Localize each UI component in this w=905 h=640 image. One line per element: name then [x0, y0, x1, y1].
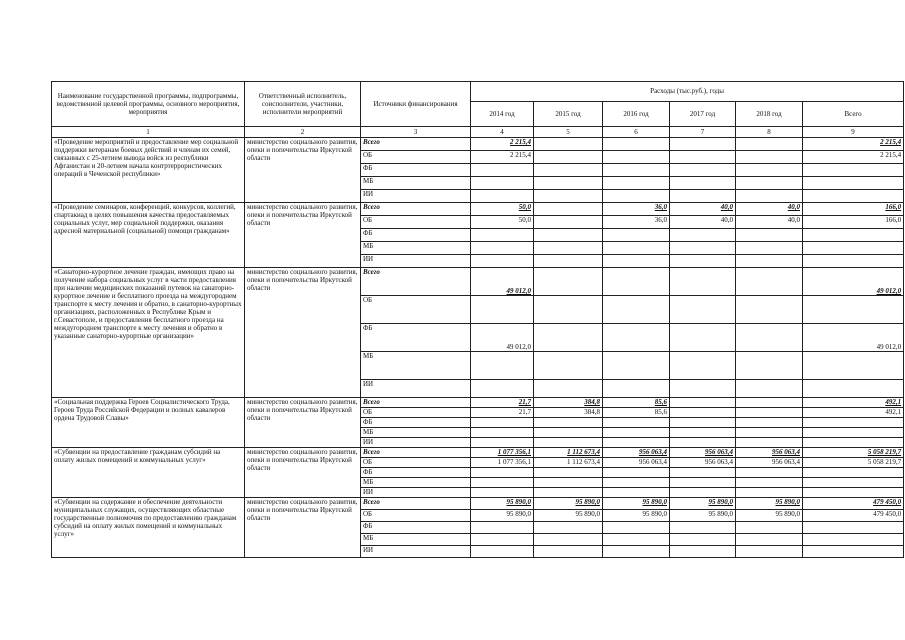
amount-cell: 49 012,0 [471, 324, 534, 352]
amount-cell [603, 242, 670, 255]
amount-cell: 49 012,0 [803, 324, 904, 352]
amount-cell [603, 546, 670, 558]
amount-cell [471, 468, 534, 478]
responsible-cell: министерство социального развития, опеки и попечительства Иркутской области [245, 448, 361, 498]
funding-source-cell: МБ [361, 478, 471, 488]
amount-cell [534, 534, 603, 546]
amount-cell [736, 177, 803, 190]
amount-cell [670, 151, 736, 164]
amount-cell [534, 352, 603, 380]
amount-cell [534, 203, 603, 216]
column-number: 5 [534, 127, 603, 138]
amount-cell [803, 164, 904, 177]
header-year: 2014 год [471, 102, 534, 127]
amount-cell [803, 242, 904, 255]
funding-source-cell: ОБ [361, 458, 471, 468]
amount-cell: 95 890,0 [736, 510, 803, 522]
amount-cell [534, 296, 603, 324]
amount-cell [603, 468, 670, 478]
amount-cell [670, 268, 736, 296]
amount-cell: 956 063,4 [670, 448, 736, 458]
amount-cell [603, 380, 670, 398]
amount-cell [803, 177, 904, 190]
amount-cell [603, 418, 670, 428]
amount-cell [670, 164, 736, 177]
amount-cell [471, 296, 534, 324]
amount-cell [803, 522, 904, 534]
responsible-cell: министерство социального развития, опеки и попечительства Иркутской области [245, 398, 361, 448]
amount-cell [736, 478, 803, 488]
amount-cell [603, 522, 670, 534]
amount-cell [534, 546, 603, 558]
amount-cell: 166,0 [803, 203, 904, 216]
amount-cell [534, 418, 603, 428]
amount-cell [736, 438, 803, 448]
amount-cell [803, 546, 904, 558]
header-year: 2016 год [603, 102, 670, 127]
amount-cell: 479 450,0 [803, 510, 904, 522]
amount-cell [471, 380, 534, 398]
amount-cell [534, 428, 603, 438]
amount-cell [534, 151, 603, 164]
amount-cell: 95 890,0 [670, 510, 736, 522]
amount-cell [670, 296, 736, 324]
amount-cell [803, 296, 904, 324]
header-expenses: Расходы (тыс.руб.), годы [471, 82, 904, 102]
amount-cell: 492,1 [803, 408, 904, 418]
amount-cell: 2 215,4 [471, 138, 534, 151]
funding-source-cell: ФБ [361, 229, 471, 242]
header-total: Всего [803, 102, 904, 127]
column-number: 6 [603, 127, 670, 138]
amount-cell [736, 324, 803, 352]
amount-cell [736, 296, 803, 324]
measure-name-cell: «Проведение семинаров, конференций, конкурсов, коллегий, спартакиад в целях повышения качества предоставляемых социальных услуг, мер социальной поддержки, оказания адресной материальной (социальной) помощи гражданам» [52, 203, 245, 268]
amount-cell [736, 428, 803, 438]
amount-cell: 384,8 [534, 408, 603, 418]
header-year: 2018 год [736, 102, 803, 127]
amount-cell [736, 522, 803, 534]
amount-cell [471, 177, 534, 190]
amount-cell: 492,1 [803, 398, 904, 408]
funding-source-cell: Всего [361, 448, 471, 458]
funding-source-cell: ИИ [361, 546, 471, 558]
amount-cell [534, 468, 603, 478]
amount-cell: 40,0 [670, 203, 736, 216]
amount-cell [534, 229, 603, 242]
amount-cell [803, 418, 904, 428]
amount-cell [736, 268, 803, 296]
amount-cell [670, 478, 736, 488]
amount-cell [736, 408, 803, 418]
amount-cell [736, 398, 803, 408]
funding-source-cell: ОБ [361, 510, 471, 522]
amount-cell [603, 488, 670, 498]
funding-source-cell: Всего [361, 398, 471, 408]
amount-cell [736, 164, 803, 177]
amount-cell: 40,0 [670, 216, 736, 229]
amount-cell [603, 190, 670, 203]
amount-cell [670, 408, 736, 418]
amount-cell: 2 215,4 [803, 151, 904, 164]
amount-cell [803, 352, 904, 380]
amount-cell [603, 478, 670, 488]
amount-cell: 50,0 [471, 216, 534, 229]
funding-source-cell: ОБ [361, 408, 471, 418]
amount-cell [736, 255, 803, 268]
column-number: 4 [471, 127, 534, 138]
funding-source-cell: ФБ [361, 324, 471, 352]
amount-cell [603, 534, 670, 546]
column-number: 9 [803, 127, 904, 138]
amount-cell [670, 352, 736, 380]
amount-cell: 50,0 [471, 203, 534, 216]
table-row [52, 268, 904, 296]
amount-cell [670, 428, 736, 438]
amount-cell: 95 890,0 [534, 498, 603, 510]
funding-source-cell: ФБ [361, 164, 471, 177]
amount-cell [534, 380, 603, 398]
table-row [52, 448, 904, 458]
header-name-column: Наименование государственной программы, подпрограммы, ведомственной целевой программы, основного мероприятия, мероприятия [52, 82, 245, 127]
amount-cell: 21,7 [471, 408, 534, 418]
amount-cell [534, 138, 603, 151]
amount-cell: 95 890,0 [471, 498, 534, 510]
measure-name-cell: «Социальная поддержка Героев Социалистического Труда, Героев Труда Российской Федерации и полных кавалеров ордена Трудовой Славы» [52, 398, 245, 448]
amount-cell [534, 522, 603, 534]
amount-cell [603, 151, 670, 164]
amount-cell [670, 324, 736, 352]
amount-cell [603, 352, 670, 380]
amount-cell [603, 164, 670, 177]
amount-cell [803, 190, 904, 203]
column-number: 1 [52, 127, 245, 138]
funding-source-cell: ИИ [361, 380, 471, 398]
amount-cell [603, 428, 670, 438]
measure-name-cell: «Субвенции на содержание и обеспечение деятельности муниципальных служащих, осуществляющих областные государственные полномочия по предоставлению гражданам субсидий на оплату жилых помещений и коммунальных услуг» [52, 498, 245, 558]
amount-cell [471, 164, 534, 177]
amount-cell: 49 012,0 [803, 268, 904, 296]
funding-source-cell: МБ [361, 242, 471, 255]
amount-cell: 95 890,0 [603, 510, 670, 522]
amount-cell: 95 890,0 [603, 498, 670, 510]
amount-cell [736, 488, 803, 498]
amount-cell: 1 077 356,1 [471, 458, 534, 468]
amount-cell [534, 268, 603, 296]
measure-name-cell: «Санаторно-курортное лечение граждан, имеющих право на получение набора социальных услуг в части предоставления при наличии медицинских показаний путевок на санаторно-курортное лечение и бесплатного проезда на междугороднем транспорте к месту лечения и обратно, в санаторно-курортных организациях, расположенных в Республике Крым и г.Севастополе, и предоставления бесплатного проезда на междугороднем транспорте к месту лечения и обратно в указанные санаторно-курортные организации» [52, 268, 245, 398]
amount-cell [736, 352, 803, 380]
table-row [52, 138, 904, 151]
amount-cell [803, 255, 904, 268]
amount-cell [471, 522, 534, 534]
amount-cell: 384,8 [534, 398, 603, 408]
header-sources-column: Источники финансирования [361, 82, 471, 127]
amount-cell: 2 215,4 [471, 151, 534, 164]
funding-source-cell: ФБ [361, 522, 471, 534]
amount-cell [534, 164, 603, 177]
amount-cell: 1 112 673,4 [534, 458, 603, 468]
funding-source-cell: ИИ [361, 190, 471, 203]
amount-cell [670, 138, 736, 151]
amount-cell [803, 468, 904, 478]
measure-name-cell: «Проведение мероприятий и предоставление мер социальной поддержки ветеранам боевых действий и членам их семей, связанных с 25-летием вывода войск из республики Афганистан и 20-летием начала контртеррористических операций в Чеченской республики» [52, 138, 245, 203]
measure-name-cell: «Субвенции на предоставление гражданам субсидий на оплату жилых помещений и коммунальных услуг» [52, 448, 245, 498]
column-number: 2 [245, 127, 361, 138]
amount-cell [736, 138, 803, 151]
responsible-cell: министерство социального развития, опеки и попечительства Иркутской области [245, 498, 361, 558]
amount-cell [471, 190, 534, 203]
amount-cell [736, 242, 803, 255]
amount-cell [736, 380, 803, 398]
amount-cell [534, 177, 603, 190]
amount-cell [736, 534, 803, 546]
amount-cell: 40,0 [736, 216, 803, 229]
amount-cell [534, 216, 603, 229]
amount-cell [803, 438, 904, 448]
amount-cell [670, 255, 736, 268]
amount-cell: 5 058 219,7 [803, 448, 904, 458]
table-body [52, 138, 904, 558]
header-year: 2017 год [670, 102, 736, 127]
amount-cell [736, 546, 803, 558]
funding-source-cell: МБ [361, 177, 471, 190]
amount-cell [471, 488, 534, 498]
funding-source-cell: Всего [361, 268, 471, 296]
responsible-cell: министерство социального развития, опеки и попечительства Иркутской области [245, 203, 361, 268]
amount-cell: 95 890,0 [670, 498, 736, 510]
amount-cell: 956 063,4 [670, 458, 736, 468]
amount-cell [603, 438, 670, 448]
table-row [52, 398, 904, 408]
funding-source-cell: Всего [361, 203, 471, 216]
amount-cell: 95 890,0 [736, 498, 803, 510]
amount-cell [534, 242, 603, 255]
responsible-cell: министерство социального развития, опеки и попечительства Иркутской области [245, 138, 361, 203]
amount-cell [670, 380, 736, 398]
amount-cell [603, 177, 670, 190]
table-row [52, 203, 904, 216]
amount-cell [603, 255, 670, 268]
amount-cell: 21,7 [471, 398, 534, 408]
header-year: 2015 год [534, 102, 603, 127]
funding-source-cell: Всего [361, 498, 471, 510]
amount-cell: 956 063,4 [736, 458, 803, 468]
funding-source-cell: ИИ [361, 488, 471, 498]
amount-cell: 166,0 [803, 216, 904, 229]
amount-cell [603, 138, 670, 151]
amount-cell: 1 112 673,4 [534, 448, 603, 458]
amount-cell [534, 324, 603, 352]
amount-cell [471, 534, 534, 546]
column-number: 3 [361, 127, 471, 138]
amount-cell [803, 428, 904, 438]
amount-cell: 36,0 [603, 216, 670, 229]
amount-cell [670, 229, 736, 242]
amount-cell [736, 468, 803, 478]
amount-cell [803, 534, 904, 546]
funding-source-cell: ФБ [361, 418, 471, 428]
amount-cell [670, 177, 736, 190]
amount-cell [736, 190, 803, 203]
funding-source-cell: ОБ [361, 216, 471, 229]
amount-cell [736, 151, 803, 164]
amount-cell: 2 215,4 [803, 138, 904, 151]
amount-cell: 85,6 [603, 408, 670, 418]
amount-cell [670, 468, 736, 478]
funding-source-cell: ИИ [361, 438, 471, 448]
funding-source-cell: ИИ [361, 255, 471, 268]
amount-cell: 40,0 [736, 203, 803, 216]
amount-cell [803, 478, 904, 488]
amount-cell [471, 546, 534, 558]
amount-cell [471, 418, 534, 428]
amount-cell: 956 063,4 [603, 458, 670, 468]
amount-cell [670, 438, 736, 448]
funding-source-cell: ФБ [361, 468, 471, 478]
amount-cell [670, 522, 736, 534]
amount-cell [471, 478, 534, 488]
amount-cell [736, 418, 803, 428]
expenses-table [51, 81, 904, 558]
column-number-row [52, 127, 904, 138]
amount-cell [670, 398, 736, 408]
funding-source-cell: ОБ [361, 296, 471, 324]
amount-cell [670, 242, 736, 255]
amount-cell [803, 380, 904, 398]
amount-cell [670, 418, 736, 428]
amount-cell [603, 324, 670, 352]
amount-cell: 36,0 [603, 203, 670, 216]
responsible-cell: министерство социального развития, опеки и попечительства Иркутской области [245, 268, 361, 398]
amount-cell: 1 077 356,1 [471, 448, 534, 458]
amount-cell [803, 488, 904, 498]
table-row [52, 498, 904, 510]
funding-source-cell: Всего [361, 138, 471, 151]
amount-cell [670, 190, 736, 203]
amount-cell [534, 438, 603, 448]
funding-source-cell: МБ [361, 534, 471, 546]
amount-cell [603, 296, 670, 324]
amount-cell: 95 890,0 [471, 510, 534, 522]
amount-cell [534, 488, 603, 498]
amount-cell [736, 229, 803, 242]
amount-cell [603, 229, 670, 242]
amount-cell [471, 352, 534, 380]
amount-cell [534, 190, 603, 203]
funding-source-cell: МБ [361, 352, 471, 380]
amount-cell [670, 546, 736, 558]
column-number: 8 [736, 127, 803, 138]
amount-cell [471, 242, 534, 255]
amount-cell: 479 450,0 [803, 498, 904, 510]
amount-cell: 49 012,0 [471, 268, 534, 296]
column-number: 7 [670, 127, 736, 138]
amount-cell: 85,6 [603, 398, 670, 408]
amount-cell [670, 534, 736, 546]
funding-source-cell: МБ [361, 428, 471, 438]
amount-cell [471, 428, 534, 438]
amount-cell [803, 229, 904, 242]
amount-cell: 5 058 219,7 [803, 458, 904, 468]
header-responsible-column: Ответственный исполнитель, соисполнители, участники, исполнители мероприятий [245, 82, 361, 127]
amount-cell [471, 229, 534, 242]
amount-cell [534, 255, 603, 268]
amount-cell: 95 890,0 [534, 510, 603, 522]
amount-cell [603, 268, 670, 296]
amount-cell [670, 488, 736, 498]
funding-source-cell: ОБ [361, 151, 471, 164]
amount-cell: 956 063,4 [603, 448, 670, 458]
amount-cell [534, 478, 603, 488]
amount-cell [471, 255, 534, 268]
amount-cell: 956 063,4 [736, 448, 803, 458]
amount-cell [471, 438, 534, 448]
